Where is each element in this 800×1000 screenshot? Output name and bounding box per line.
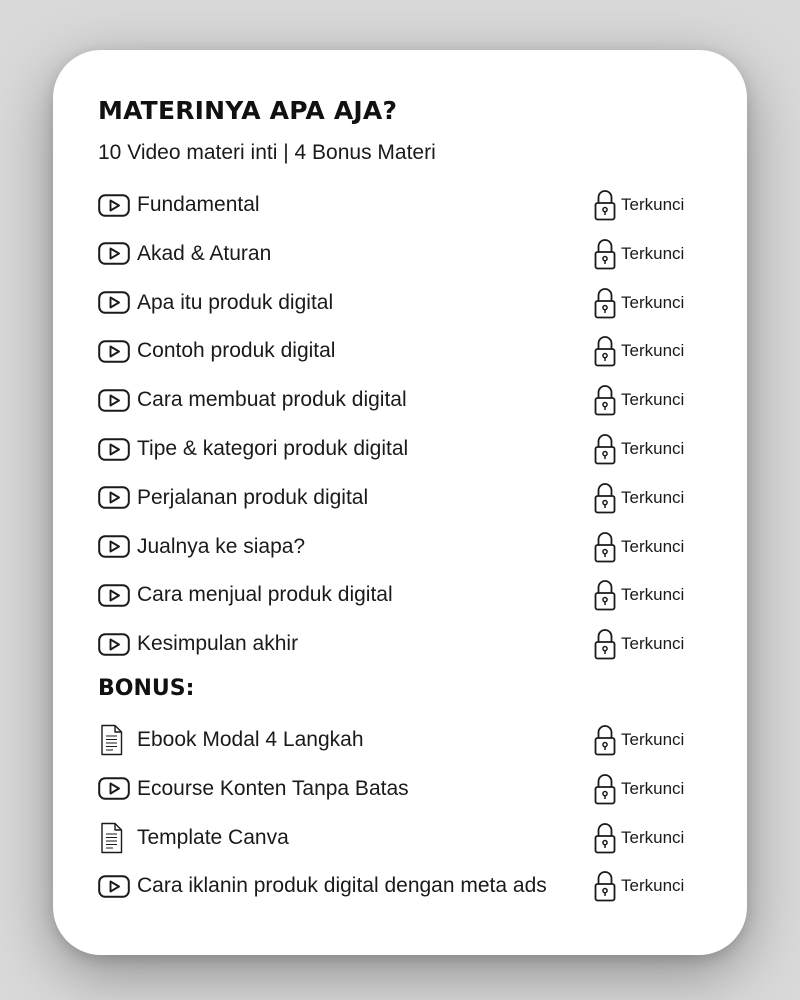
lock-status — [594, 627, 684, 661]
list-item[interactable] — [98, 821, 698, 855]
play-icon — [98, 192, 130, 218]
lock-icon — [594, 482, 616, 514]
list-item[interactable] — [98, 334, 698, 368]
lock-label: Terkunci — [621, 292, 685, 312]
lock-icon — [594, 531, 616, 563]
list-item[interactable] — [98, 723, 698, 757]
list-item[interactable] — [98, 383, 698, 417]
lock-status — [594, 237, 684, 271]
lock-icon — [594, 724, 616, 756]
lock-status — [594, 821, 684, 855]
lock-icon — [594, 628, 616, 660]
lock-label: Terkunci — [621, 536, 685, 556]
lock-label: Terkunci — [621, 243, 685, 263]
list-item[interactable] — [98, 188, 698, 222]
play-icon — [98, 631, 130, 657]
lock-status — [594, 188, 684, 222]
lock-status — [594, 481, 684, 515]
lock-label: Terkunci — [621, 876, 685, 896]
play-icon — [98, 290, 130, 316]
lock-icon — [594, 335, 616, 367]
list-item[interactable] — [98, 627, 698, 661]
item-label: Cara iklanin produk digital dengan meta ads — [137, 874, 547, 898]
list-item[interactable] — [98, 530, 698, 564]
list-item[interactable] — [98, 432, 698, 466]
lock-status — [594, 383, 684, 417]
item-label: Cara menjual produk digital — [137, 583, 393, 607]
document-icon — [98, 825, 130, 851]
list-item[interactable] — [98, 481, 698, 515]
item-label: Template Canva — [137, 825, 289, 849]
lock-status — [594, 432, 684, 466]
lock-icon — [594, 433, 616, 465]
play-icon — [98, 338, 130, 364]
lock-label: Terkunci — [621, 585, 685, 605]
item-label: Perjalanan produk digital — [137, 485, 369, 509]
play-icon — [98, 776, 130, 802]
item-label: Kesimpulan akhir — [137, 632, 299, 656]
list-item[interactable] — [98, 286, 698, 320]
page-title: MATERINYA APA AJA? — [98, 96, 398, 125]
item-label: Contoh produk digital — [137, 339, 336, 363]
lock-label: Terkunci — [621, 487, 685, 507]
item-label: Apa itu produk digital — [137, 290, 334, 314]
item-label: Jualnya ke siapa? — [137, 534, 306, 558]
bonus-heading: BONUS: — [98, 676, 195, 701]
lock-label: Terkunci — [621, 439, 685, 458]
lock-status — [594, 723, 684, 757]
play-icon — [98, 534, 130, 560]
play-icon — [98, 387, 130, 413]
lock-status — [594, 772, 684, 806]
item-label: Fundamental — [137, 193, 260, 216]
lock-icon — [594, 579, 616, 611]
item-label: Ebook Modal 4 Langkah — [137, 728, 364, 751]
content-summary: 10 Video materi inti | 4 Bonus Materi — [98, 141, 436, 164]
item-label: Tipe & kategori produk digital — [137, 437, 409, 460]
lock-icon — [594, 238, 616, 270]
lock-icon — [594, 870, 616, 902]
list-item[interactable] — [98, 237, 698, 271]
lock-status — [594, 578, 684, 612]
lock-label: Terkunci — [621, 827, 685, 847]
lock-icon — [594, 822, 616, 854]
play-icon — [98, 436, 130, 462]
document-icon — [98, 727, 130, 753]
item-label: Cara membuat produk digital — [137, 388, 407, 412]
play-icon — [98, 582, 130, 608]
lock-status — [594, 869, 684, 903]
lock-icon — [594, 189, 616, 221]
list-item[interactable] — [98, 772, 698, 806]
lock-label: Terkunci — [621, 195, 685, 214]
list-item[interactable] — [98, 578, 698, 612]
play-icon — [98, 873, 130, 899]
lock-label: Terkunci — [621, 634, 685, 654]
item-label: Ecourse Konten Tanpa Batas — [137, 776, 409, 800]
play-icon — [98, 485, 130, 511]
lock-label: Terkunci — [621, 778, 685, 798]
play-icon — [98, 241, 130, 267]
lock-icon — [594, 287, 616, 319]
item-label: Akad & Aturan — [137, 241, 272, 265]
list-item[interactable] — [98, 869, 698, 903]
lock-label: Terkunci — [621, 730, 685, 749]
course-content-card — [53, 50, 747, 955]
lock-status — [594, 286, 684, 320]
lock-icon — [594, 773, 616, 805]
lock-label: Terkunci — [621, 390, 685, 410]
lock-status — [594, 334, 684, 368]
lock-status — [594, 530, 684, 564]
lock-icon — [594, 384, 616, 416]
lock-label: Terkunci — [621, 341, 685, 361]
